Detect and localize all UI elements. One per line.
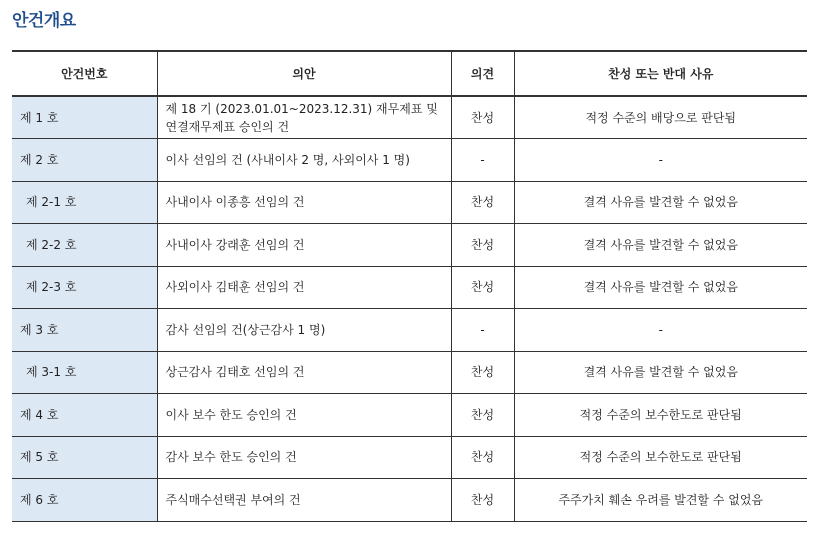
table-row bbox=[12, 351, 807, 394]
agenda-cell: 사외이사 김태훈 선임의 건 bbox=[157, 266, 451, 309]
agenda-cell: 사내이사 강래훈 선임의 건 bbox=[157, 224, 451, 267]
reason-cell: 결격 사유를 발견할 수 없었음 bbox=[514, 181, 807, 224]
agenda-cell: 감사 보수 한도 승인의 건 bbox=[157, 436, 451, 479]
opinion-cell: 찬성 bbox=[451, 181, 514, 224]
opinion-cell: 찬성 bbox=[451, 266, 514, 309]
reason-cell: 적정 수준의 보수한도로 판단됨 bbox=[514, 436, 807, 479]
agenda-cell: 이사 보수 한도 승인의 건 bbox=[157, 394, 451, 437]
table-row bbox=[12, 266, 807, 309]
opinion-cell: 찬성 bbox=[451, 436, 514, 479]
table-row bbox=[12, 181, 807, 224]
agenda-number-cell: 제 3-1 호 bbox=[12, 351, 157, 394]
table-header bbox=[12, 51, 807, 96]
reason-cell: 주주가치 훼손 우려를 발견할 수 없었음 bbox=[514, 479, 807, 522]
reason-cell: - bbox=[514, 309, 807, 352]
table-row bbox=[12, 479, 807, 522]
agenda-number-cell: 제 2-3 호 bbox=[12, 266, 157, 309]
opinion-cell: 찬성 bbox=[451, 479, 514, 522]
reason-cell: 결격 사유를 발견할 수 없었음 bbox=[514, 224, 807, 267]
opinion-cell: 찬성 bbox=[451, 224, 514, 267]
table-row bbox=[12, 139, 807, 182]
table-body bbox=[12, 96, 807, 521]
agenda-number-cell: 제 2-2 호 bbox=[12, 224, 157, 267]
agenda-cell: 상근감사 김태호 선임의 건 bbox=[157, 351, 451, 394]
opinion-cell: - bbox=[451, 309, 514, 352]
header-agenda-number: 안건번호 bbox=[12, 51, 157, 96]
opinion-cell: 찬성 bbox=[451, 96, 514, 139]
opinion-cell: - bbox=[451, 139, 514, 182]
header-agenda: 의안 bbox=[157, 51, 451, 96]
agenda-number-cell: 제 2 호 bbox=[12, 139, 157, 182]
agenda-cell: 이사 선임의 건 (사내이사 2 명, 사외이사 1 명) bbox=[157, 139, 451, 182]
table-row bbox=[12, 96, 807, 139]
table-row bbox=[12, 436, 807, 479]
opinion-cell: 찬성 bbox=[451, 394, 514, 437]
agenda-number-cell: 제 1 호 bbox=[12, 96, 157, 139]
reason-cell: 결격 사유를 발견할 수 없었음 bbox=[514, 351, 807, 394]
agenda-number-cell: 제 4 호 bbox=[12, 394, 157, 437]
agenda-cell: 주식매수선택권 부여의 건 bbox=[157, 479, 451, 522]
reason-cell: 적정 수준의 배당으로 판단됨 bbox=[514, 96, 807, 139]
agenda-number-cell: 제 3 호 bbox=[12, 309, 157, 352]
header-opinion: 의견 bbox=[451, 51, 514, 96]
agenda-cell: 사내이사 이종흥 선임의 건 bbox=[157, 181, 451, 224]
table-row bbox=[12, 309, 807, 352]
agenda-table bbox=[12, 50, 807, 522]
table-row bbox=[12, 224, 807, 267]
page-title: 안건개요 bbox=[12, 11, 76, 31]
reason-cell: 적정 수준의 보수한도로 판단됨 bbox=[514, 394, 807, 437]
agenda-number-cell: 제 6 호 bbox=[12, 479, 157, 522]
table-row bbox=[12, 394, 807, 437]
header-reason: 찬성 또는 반대 사유 bbox=[514, 51, 807, 96]
header-row bbox=[12, 51, 807, 96]
agenda-cell: 제 18 기 (2023.01.01~2023.12.31) 재무제표 및 연결재무제표 승인의 건 bbox=[157, 96, 451, 139]
agenda-number-cell: 제 5 호 bbox=[12, 436, 157, 479]
opinion-cell: 찬성 bbox=[451, 351, 514, 394]
agenda-number-cell: 제 2-1 호 bbox=[12, 181, 157, 224]
reason-cell: 결격 사유를 발견할 수 없었음 bbox=[514, 266, 807, 309]
reason-cell: - bbox=[514, 139, 807, 182]
agenda-cell: 감사 선임의 건(상근감사 1 명) bbox=[157, 309, 451, 352]
